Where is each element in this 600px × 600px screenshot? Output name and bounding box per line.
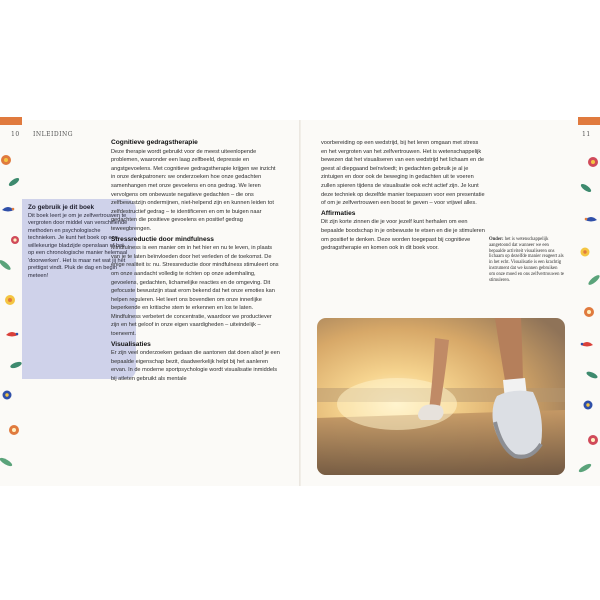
left-flower-1 [1,155,11,165]
right-leaf-3 [586,370,599,380]
left-flower-5 [9,425,19,435]
right-bird-1 [585,217,597,222]
left-flower-3 [5,295,15,305]
paragraph-affirmations: Dit zijn korte zinnen die je voor jezelf kunt herhalen om een bepaalde boodschap in je onbewuste te etsen en die je stimuleren om positief te denken. Deze worden toegepast bij cognitieve gedragstherapie en komen ook in dit boek voor. [321,219,485,252]
left-floral-decoration [0,140,22,486]
right-floral-decoration [578,140,600,486]
paragraph-visualisations: Er zijn veel onderzoeken gedaan die aantonen dat doen alsof je een bepaalde eigenschap bezit, daadwerkelijk helpt bij het aanleren ervan. In de moderne sportpsychologie wordt visualisatie inmiddels bij atleten gebruikt als mentale [111,350,280,383]
left-flower-2 [11,236,19,244]
right-flower-3 [584,307,594,317]
right-text-column [321,139,485,255]
running-shoes-photo [317,318,565,475]
right-leaf-4 [578,462,592,473]
heading-affirmations: Affirmaties [321,209,356,217]
right-leaf-2 [587,274,600,287]
heading-visualisations: Visualisaties [111,340,151,348]
left-leaf-3 [10,361,22,370]
right-flower-2 [581,248,590,257]
left-flower-4 [3,391,12,400]
left-text-column [111,139,281,386]
paragraph-mindfulness: Mindfulness is een manier om in het hier en nu te leven, in plaats van je te laten beïnvloeden door het verleden of de toekomst. De enige realiteit is: nu. Stressreductie door mindfulness stimuleert ons om onze aandacht volledig te richten op onze ademhaling, gevoelens, gedachten, lichamelijke reacties en de omgeving. Dit gefocuste bewustzijn staat erom bekend dat het onze emoties kan helpen reguleren. Het leert ons bovendien om onze innerlijke beperkende en kritische stem te erkennen en los te laten. Mindfulness verbetert de concentratie, waardoor we productiever zijn en het geloof in onze eigen vaardigheden – uiteindelijk – toeneemt. [111,245,279,338]
book-gutter [299,120,301,486]
left-page-number: 10 [11,131,20,138]
right-flower-4 [584,401,593,410]
right-bird-2 [581,342,593,347]
heading-cognitive-therapy: Cognitieve gedragstherapie [111,139,198,146]
right-flower-1 [588,157,598,167]
right-page-number: 11 [582,131,591,138]
how-to-use-body: Dit boek leert je om je zelfvertrouwen te vergroten door middel van verschillende methoden en psychologische technieken. Je kunt het boek op een willekeurige bladzijde openslaan of het op een chronologische manier helemaal 'doorwerken'. Het is maar net wat jij het prettigst vindt. Pluk de dag en begin meteen! [28,213,128,279]
left-orange-tab [0,117,22,125]
photo-caption-note [489,237,564,283]
caption-text: het is wetenschappelijk aangetoond dat wanneer we een bepaalde activiteit visualiseren ons lichaam op dezelfde manier reageert als in het echt. Visualisatie is een krachtig instrument dat we kunnen gebruiken om onze moed en ons zelfvertrouwen te stimuleren. [489,237,564,283]
paragraph-cognitive-therapy: Deze therapie wordt gebruikt voor de meest uiteenlopende problemen, waaronder een laag zelfbeeld, depressie en angstgevoelens. Met cognitieve gedragstherapie krijgen we inzicht in onze denkpatronen: we onderzoeken hoe onze gedachten samenhangen met onze gevoelens en ons gedrag. We leren vervolgens om onbewuste negatieve gedachten – die ons zelfbewustzijn ondermijnen, niet-helpend zijn en kunnen leiden tot zelfdestructief gedrag – te identificeren en om te buigen naar gedachten die positieve gevoelens en positief gedrag teweegbrengen. [111,148,276,232]
right-orange-tab [578,117,600,125]
heading-mindfulness: Stressreductie door mindfulness [111,235,214,243]
right-flower-5 [588,435,598,445]
running-head: INLEIDING [33,131,74,138]
paragraph-visualisations-continued: voorbereiding op een wedstrijd, bij het leren omgaan met stress en het vergroten van het zelfvertrouwen. Het is wetenschappelijk bewezen dat het visualiseren van een wedstrijd het lichaam en de geest al diepgaand beïnvloedt; in gedachten gebruik je al je zintuigen en door ook de beweging in gedachten uit te voeren zullen spieren tijdens de visualisatie ook echt actief zijn. Je kunt deze techniek op dezelfde manier toepassen voor een presentatie of om je zelfvertrouwen een boost te geven – voor vrijwel alles. [321,140,485,207]
caption-label: Onder: [489,237,504,242]
left-bird-2 [6,332,18,337]
left-bird-1 [2,207,14,212]
left-leaf-2 [0,259,12,272]
how-to-use-title: Zo gebruik je dit boek [28,204,95,211]
left-leaf-4 [0,456,13,467]
right-leaf-1 [580,183,593,194]
left-leaf-1 [8,177,21,188]
